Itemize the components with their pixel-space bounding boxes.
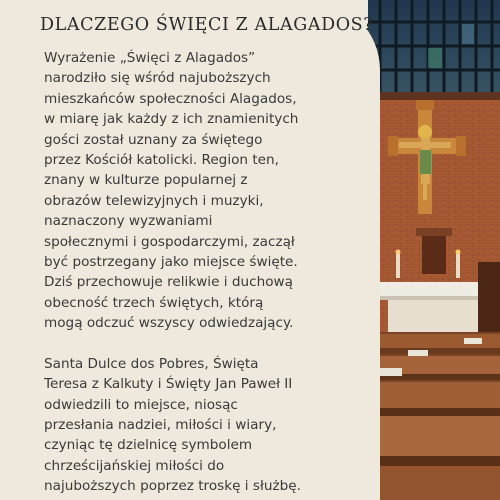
article-body (44, 48, 380, 497)
text-line: najuboższych poprzez troskę i służbę. (44, 478, 301, 495)
text-line: społecznymi i gospodarczymi, zaczął (44, 233, 295, 250)
paragraph-2 (44, 354, 380, 497)
text-line: obrazów telewizyjnych i muzyki, (44, 192, 264, 209)
text-line: w miarę jak każdy z ich znamienitych (44, 111, 299, 128)
text-line: czyniąc tę dzielnicę symbolem (44, 437, 253, 454)
paragraph-1 (44, 48, 380, 333)
text-line: Santa Dulce dos Pobres, Święta (44, 355, 259, 372)
text-line: przesłania nadziei, miłości i wiary, (44, 417, 277, 434)
chapel-photo (368, 0, 500, 500)
text-line: gości został uznany za świętego (44, 131, 263, 148)
text-line: mogą odczuć wszyscy odwiedzający. (44, 315, 294, 332)
text-line: naznaczony wyzwaniami (44, 213, 213, 230)
text-line: mieszkańców społeczności Alagados, (44, 90, 297, 107)
text-line: przez Kościół katolicki. Region ten, (44, 151, 279, 168)
pews-icon (368, 334, 500, 500)
text-line: Teresa z Kalkuty i Święty Jan Paweł II (44, 376, 293, 393)
text-line: Wyrażenie „Święci z Alagados” (44, 50, 256, 66)
text-line: obecność trzech świętych, którą (44, 294, 264, 311)
stained-glass-window-icon (368, 0, 500, 92)
page-title: DLACZEGO ŚWIĘCI Z ALAGADOS? (40, 15, 374, 35)
text-line: chrześcijańskiej miłości do (44, 457, 225, 474)
paragraph-gap (44, 333, 380, 353)
text-line: Dziś przechowuje relikwie i duchową (44, 274, 293, 291)
text-line: odwiedzili to miejsce, niosąc (44, 396, 238, 413)
text-line: narodziło się wśród najuboższych (44, 70, 271, 87)
text-line: znany w kulturze popularnej z (44, 172, 248, 189)
text-line: być postrzegany jako miejsce święte. (44, 253, 298, 270)
